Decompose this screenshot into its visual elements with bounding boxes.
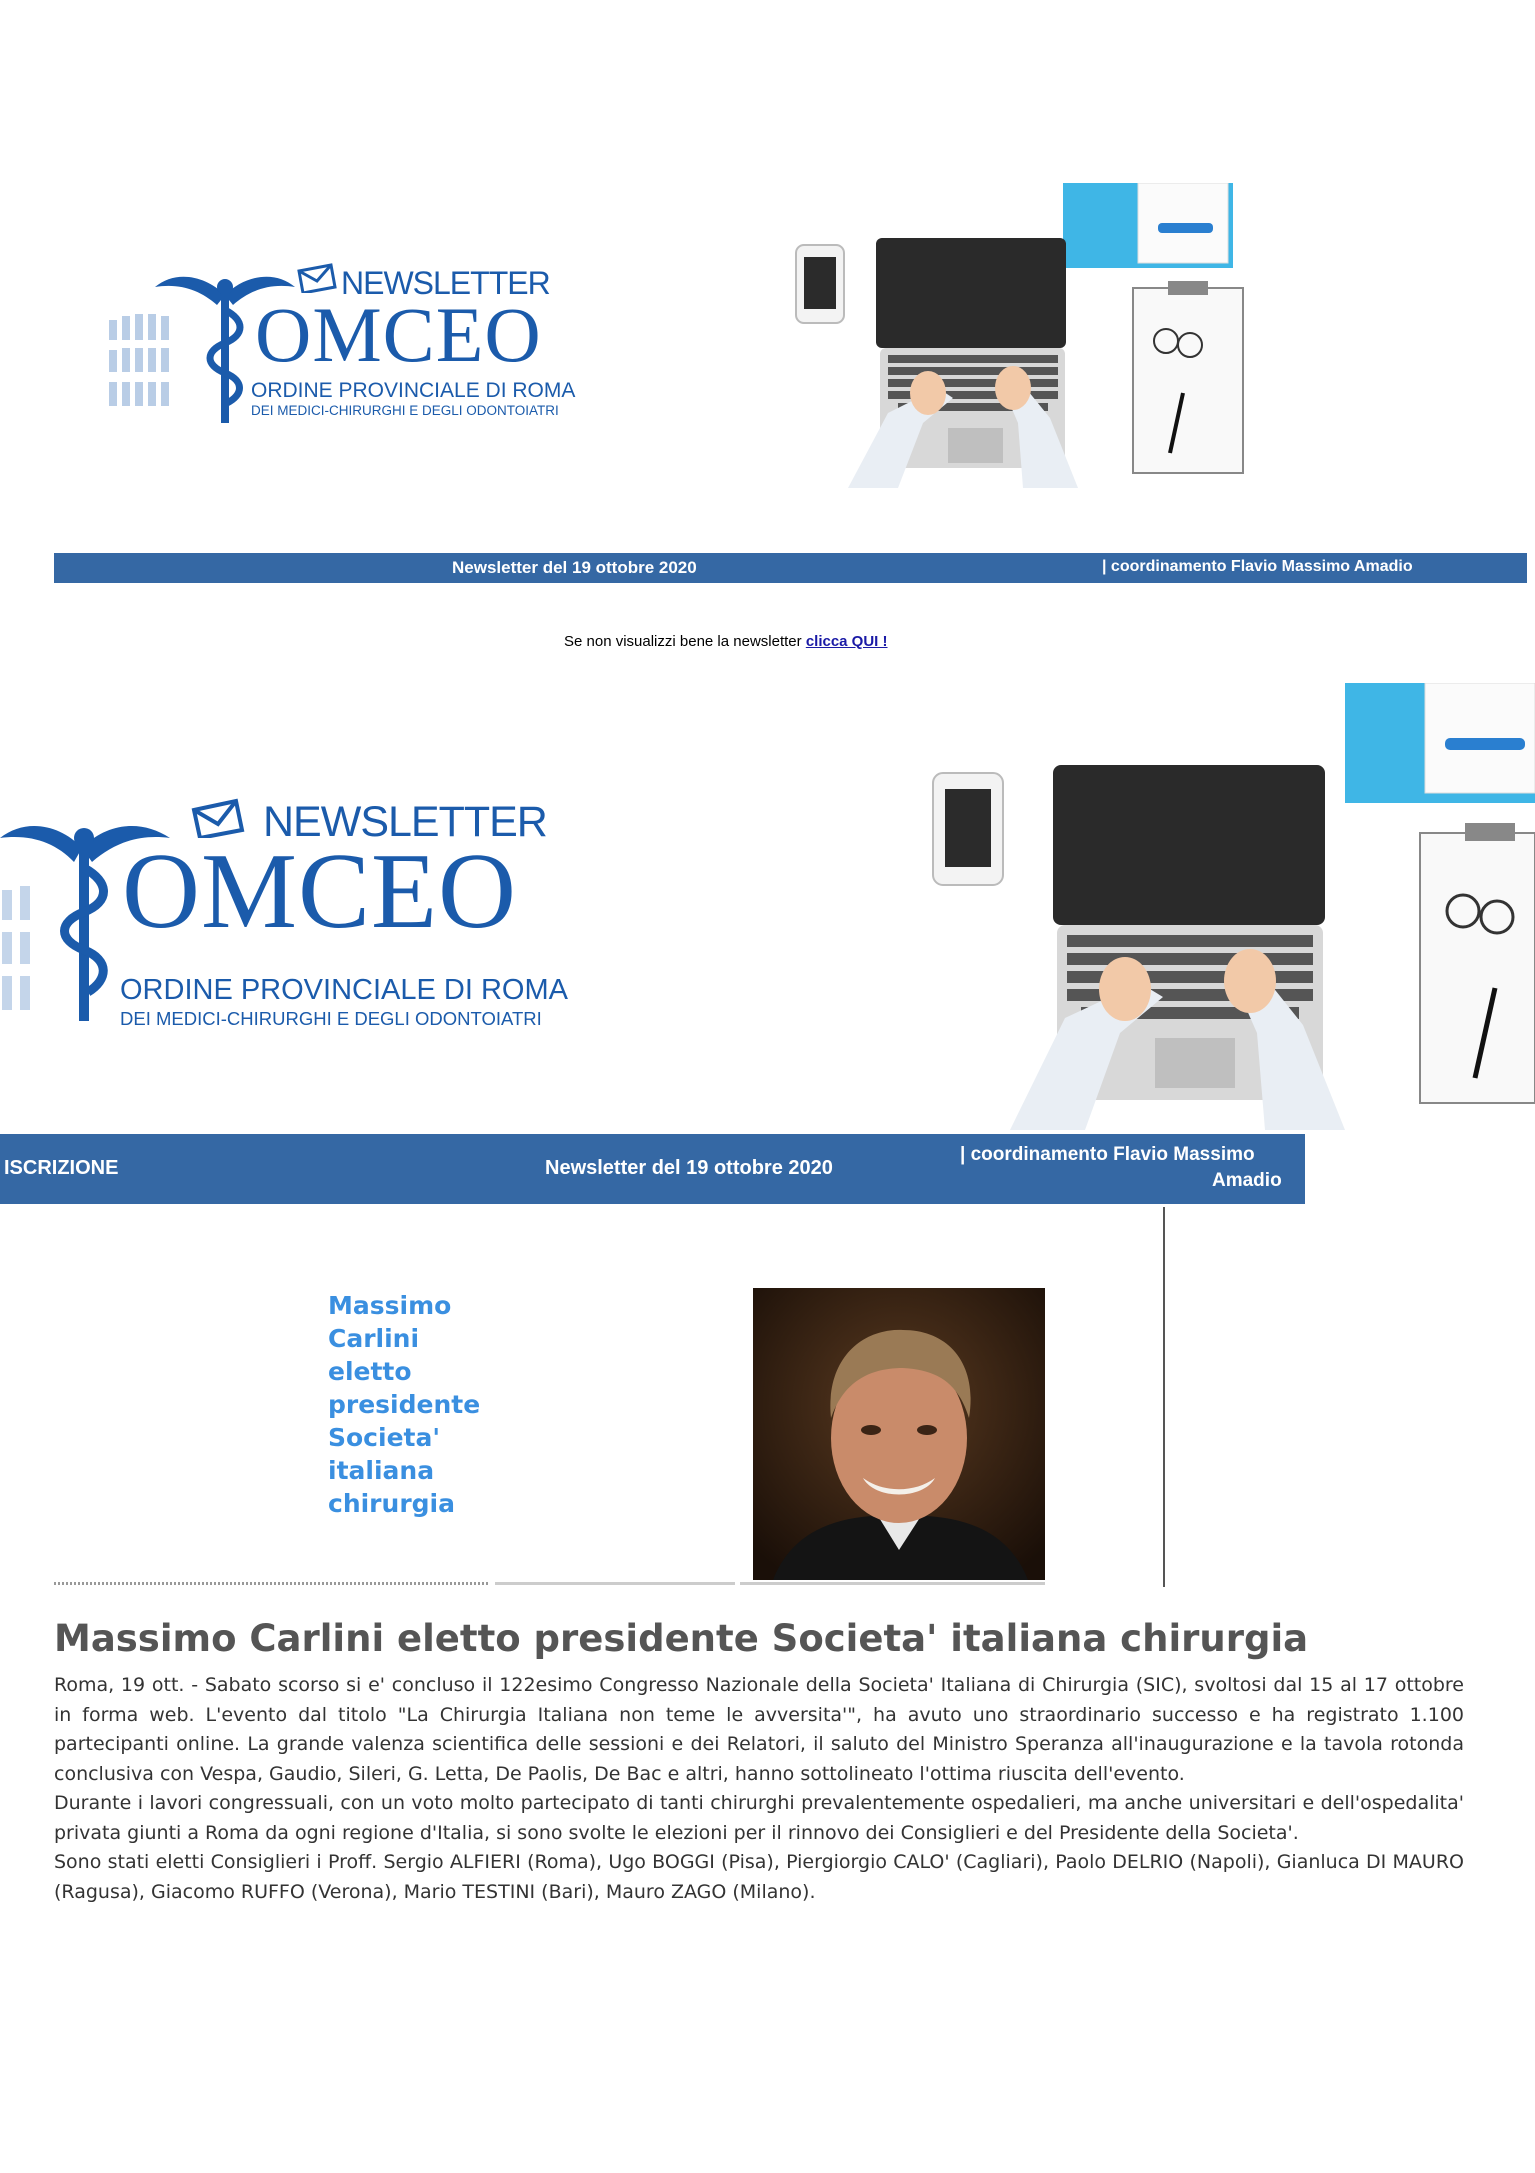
- org-line: ORDINE PROVINCIALE DI ROMA: [120, 974, 568, 1006]
- envelope-icon: [295, 263, 339, 293]
- teaser-line: eletto: [328, 1357, 412, 1386]
- view-notice: [564, 633, 888, 650]
- article-paragraph: Roma, 19 ott. - Sabato scorso si e' concluso il 122esimo Congresso Nazionale della Societa' Italiana di Chirurgia (SIC), svoltosi dal 15 al 17 ottobre in forma web. L'evento dal titolo "La Chirurgia Italiana non teme le avversita'", ha avuto uno straordinario successo e ha registrato 1.100 partecipanti online. La grande valenza scientifica delle sessioni e dei Relatori, il saluto del Ministro Speranza all'inaugurazione e la tavola rotonda conclusiva con Vespa, Gaudio, Sileri, G. Letta, De Paolis, De Bac e altri, hanno sottolineato l'ottima riuscita dell'evento.: [54, 1674, 1464, 1785]
- teaser-line: Massimo: [328, 1291, 452, 1320]
- teaser-line: Carlini: [328, 1324, 420, 1353]
- brand-name: OMCEO: [255, 291, 542, 378]
- top-info-bar: [54, 553, 1527, 583]
- teaser-title[interactable]: [328, 1289, 568, 1520]
- article-body: [54, 1671, 1464, 1907]
- coordinator-credit-line1: | coordinamento Flavio Massimo: [960, 1144, 1255, 1165]
- teaser-separator: [495, 1582, 735, 1585]
- brand-name: OMCEO: [122, 832, 518, 951]
- org-subline: DEI MEDICI-CHIRURGHI E DEGLI ODONTOIATRI: [120, 1008, 542, 1029]
- article-paragraph: Sono stati eletti Consiglieri i Proff. Sergio ALFIERI (Roma), Ugo BOGGI (Pisa), Piergiorgio CALO' (Cagliari), Paolo DELRIO (Napoli), Gianluca DI MAURO (Ragusa), Giacomo RUFFO (Verona), Mario TESTINI (Bari), Mauro ZAGO (Milano).: [54, 1851, 1464, 1903]
- click-here-link[interactable]: clicca QUI !: [805, 633, 888, 650]
- iscrizione-link[interactable]: ISCRIZIONE: [4, 1157, 119, 1179]
- coordinator-credit: | coordinamento Flavio Massimo Amadio: [1102, 558, 1413, 575]
- newsletter-date: Newsletter del 19 ottobre 2020: [452, 558, 697, 577]
- teaser-line: Societa': [328, 1423, 440, 1452]
- org-subline: DEI MEDICI-CHIRURGHI E DEGLI ODONTOIATRI: [251, 403, 559, 418]
- desk-laptop-image: [788, 183, 1293, 488]
- newsletter-date: Newsletter del 19 ottobre 2020: [545, 1157, 833, 1179]
- org-line: ORDINE PROVINCIALE DI ROMA: [251, 379, 576, 402]
- view-notice-text: Se non visualizzi bene la newsletter: [564, 633, 806, 650]
- teaser-line: presidente: [328, 1390, 481, 1419]
- teaser-line: chirurgia: [328, 1489, 455, 1518]
- header-logo-top: [105, 255, 575, 435]
- coordinator-credit-line2: Amadio: [1212, 1170, 1282, 1191]
- article-headline: Massimo Carlini eletto presidente Societa' italiana chirurgia: [54, 1617, 1309, 1660]
- main-info-bar: [0, 1134, 1305, 1204]
- article-paragraph: Durante i lavori congressuali, con un voto molto partecipato di tanti chirurghi prevalentemente ospedalieri, ma anche universitari e dell'ospedalita' privata giunti a Roma da ogni regione d'Italia, si sono svolte le elezioni per il rinnovo dei Consiglieri e del Presidente della Societa'.: [54, 1792, 1464, 1844]
- header-logo-main: [0, 790, 600, 1030]
- teaser-separator: [54, 1582, 490, 1585]
- newsletter-label: NEWSLETTER: [263, 798, 547, 846]
- desk-laptop-image: [925, 683, 1535, 1130]
- newsletter-label: NEWSLETTER: [341, 265, 550, 301]
- teaser-separator: [740, 1582, 1045, 1585]
- column-divider: [1163, 1207, 1165, 1587]
- portrait-photo: [753, 1288, 1045, 1580]
- teaser-line: italiana: [328, 1456, 435, 1485]
